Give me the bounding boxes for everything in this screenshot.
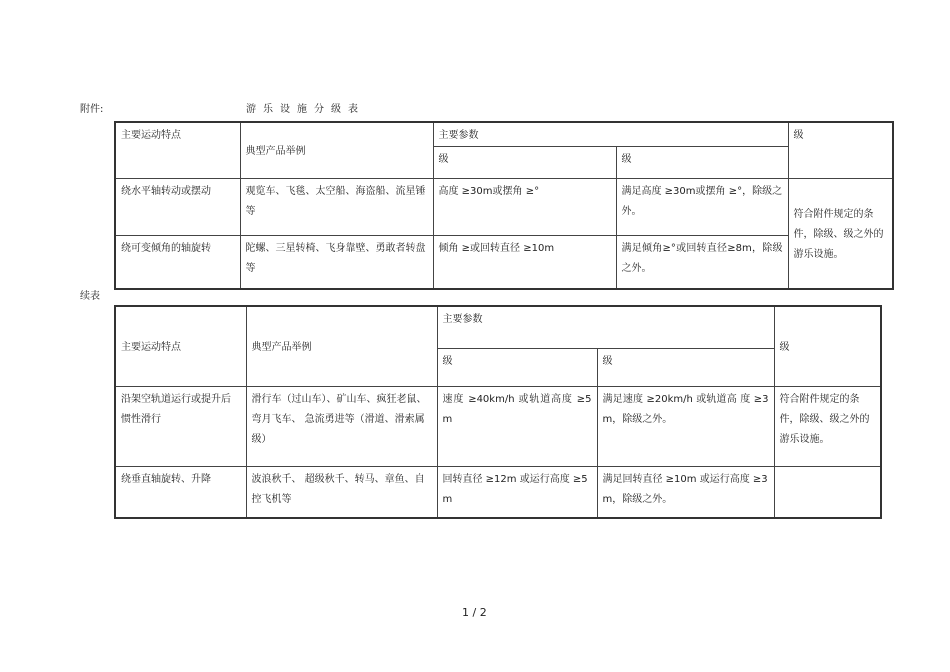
- table-row: [115, 179, 893, 236]
- table-row: [115, 386, 881, 466]
- row-param-b: 满足回转直径 ≥10m 或运行高度 ≥3m，除级之外。: [597, 466, 774, 518]
- header-characteristic: 主要运动特点: [115, 122, 240, 179]
- header-level-a: 级: [437, 348, 597, 386]
- row-param-b: 满足倾角≥°或回转直径≥8m，除级之外。: [616, 236, 788, 289]
- header-params: 主要参数: [433, 122, 788, 147]
- attachment-label: 附件:: [80, 104, 104, 115]
- level-note: 符合附件规定的条件，除级、级之外的游乐设施。: [788, 179, 893, 289]
- row-examples: 陀螺、三星转椅、飞身靠壁、勇敢者转盘等: [240, 236, 433, 289]
- continuation-label: 续表: [80, 291, 100, 302]
- row-examples: 观览车、飞毯、太空船、海盗船、流星锤等: [240, 179, 433, 236]
- row-param-a: 回转直径 ≥12m 或运行高度 ≥5m: [437, 466, 597, 518]
- classification-table-1: [114, 121, 894, 290]
- page-title: 游乐设施分级表: [246, 104, 365, 115]
- header-examples: 典型产品举例: [246, 306, 437, 386]
- header-level-b: 级: [616, 147, 788, 179]
- table-row: [115, 466, 881, 518]
- row-param-a: 速度 ≥40km/h 或轨道高度 ≥5m: [437, 386, 597, 466]
- level-note-empty: [774, 466, 881, 518]
- header-level: 级: [788, 122, 893, 179]
- row-characteristic: 绕水平轴转动或摆动: [115, 179, 240, 236]
- header-level-b: 级: [597, 348, 774, 386]
- header-level-a: 级: [433, 147, 616, 179]
- row-characteristic: 沿架空轨道运行或提升后惯性滑行: [115, 386, 246, 466]
- row-param-a: 高度 ≥30m或摆角 ≥°: [433, 179, 616, 236]
- page-number: 1 / 2: [462, 606, 487, 619]
- header-params: 主要参数: [437, 306, 774, 348]
- row-characteristic: 绕可变倾角的轴旋转: [115, 236, 240, 289]
- row-param-b: 满足高度 ≥30m或摆角 ≥°，除级之外。: [616, 179, 788, 236]
- row-characteristic: 绕垂直轴旋转、升降: [115, 466, 246, 518]
- table-row: [115, 236, 893, 289]
- row-param-b: 满足速度 ≥20km/h 或轨道高 度 ≥3m，除级之外。: [597, 386, 774, 466]
- row-examples: 滑行车（过山车）、矿山车、疯狂老鼠、弯月飞车、 急流勇进等（滑道、滑索属级）: [246, 386, 437, 466]
- row-param-a: 倾角 ≥或回转直径 ≥10m: [433, 236, 616, 289]
- header-level: 级: [774, 306, 881, 386]
- row-examples: 波浪秋千、 超级秋千、转马、章鱼、自控飞机等: [246, 466, 437, 518]
- header-examples: 典型产品举例: [240, 122, 433, 179]
- header-characteristic: 主要运动特点: [115, 306, 246, 386]
- classification-table-2: [114, 305, 882, 519]
- level-note: 符合附件规定的条件，除级、级之外的游乐设施。: [774, 386, 881, 466]
